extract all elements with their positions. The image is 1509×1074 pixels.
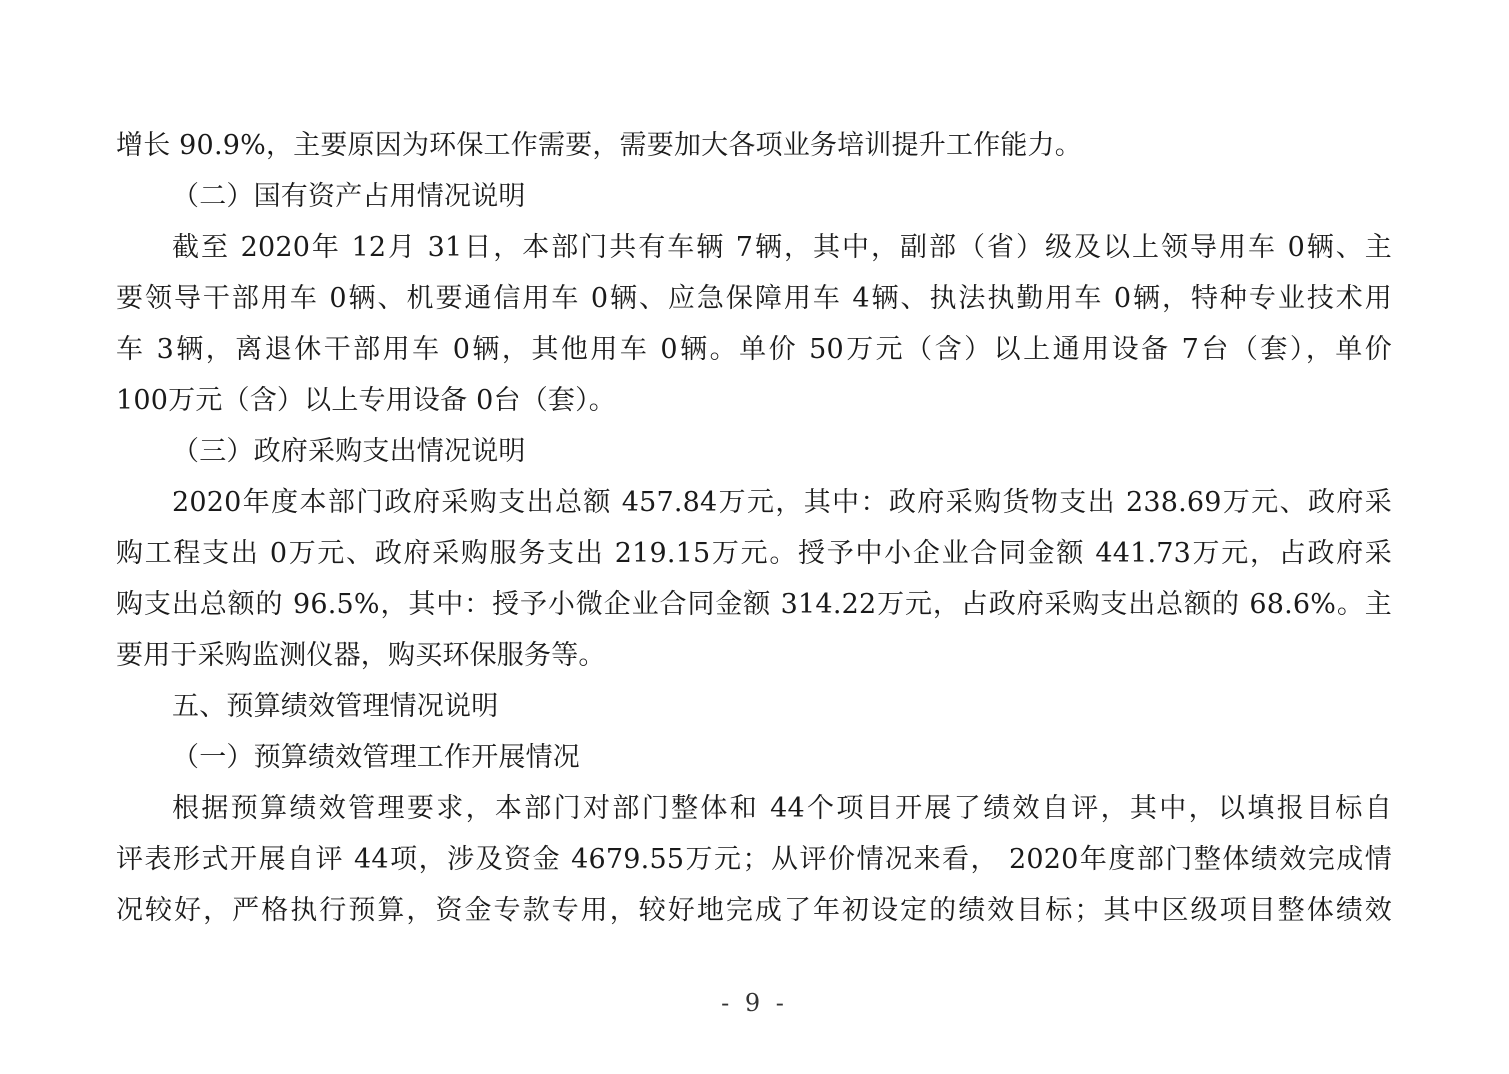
page-number: - 9 - bbox=[721, 989, 788, 1017]
section-heading-performance: 五、预算绩效管理情况说明 bbox=[172, 691, 499, 722]
text-line: 根据预算绩效管理要求，本部门对部门整体和 44个项目开展了绩效自评，其中，以填报目标自 bbox=[172, 793, 1392, 824]
text-line: 2020年度本部门政府采购支出总额 457.84万元，其中：政府采购货物支出 238.69万元、政府采 bbox=[172, 487, 1392, 518]
text-line: 购支出总额的 96.5%，其中：授予小微企业合同金额 314.22万元，占政府采购支出总额的 68.6%。主 bbox=[116, 589, 1392, 620]
text-line: 车 3辆，离退休干部用车 0辆，其他用车 0辆。单价 50万元（含）以上通用设备 7台（套），单价 bbox=[116, 334, 1392, 365]
section-heading-state-assets: （二）国有资产占用情况说明 bbox=[172, 181, 526, 212]
document-body bbox=[116, 120, 1392, 936]
subsection-heading-performance-work: （一）预算绩效管理工作开展情况 bbox=[172, 742, 580, 773]
text-line: 购工程支出 0万元、政府采购服务支出 219.15万元。授予中小企业合同金额 441.73万元，占政府采 bbox=[116, 538, 1392, 569]
text-line: 要用于采购监测仪器，购买环保服务等。 bbox=[116, 640, 606, 671]
text-line: 100万元（含）以上专用设备 0台（套）。 bbox=[116, 385, 616, 416]
text-line: 截至 2020年 12月 31日，本部门共有车辆 7辆，其中，副部（省）级及以上领导用车 0辆、主 bbox=[172, 232, 1392, 263]
text-line: 增长 90.9%，主要原因为环保工作需要，需要加大各项业务培训提升工作能力。 bbox=[116, 130, 1082, 161]
text-line: 况较好，严格执行预算，资金专款专用，较好地完成了年初设定的绩效目标；其中区级项目整体绩效 bbox=[116, 895, 1392, 926]
text-line: 要领导干部用车 0辆、机要通信用车 0辆、应急保障用车 4辆、执法执勤用车 0辆，特种专业技术用 bbox=[116, 283, 1392, 314]
section-heading-procurement: （三）政府采购支出情况说明 bbox=[172, 436, 526, 467]
text-line: 评表形式开展自评 44项，涉及资金 4679.55万元；从评价情况来看， 2020年度部门整体绩效完成情 bbox=[116, 844, 1392, 875]
